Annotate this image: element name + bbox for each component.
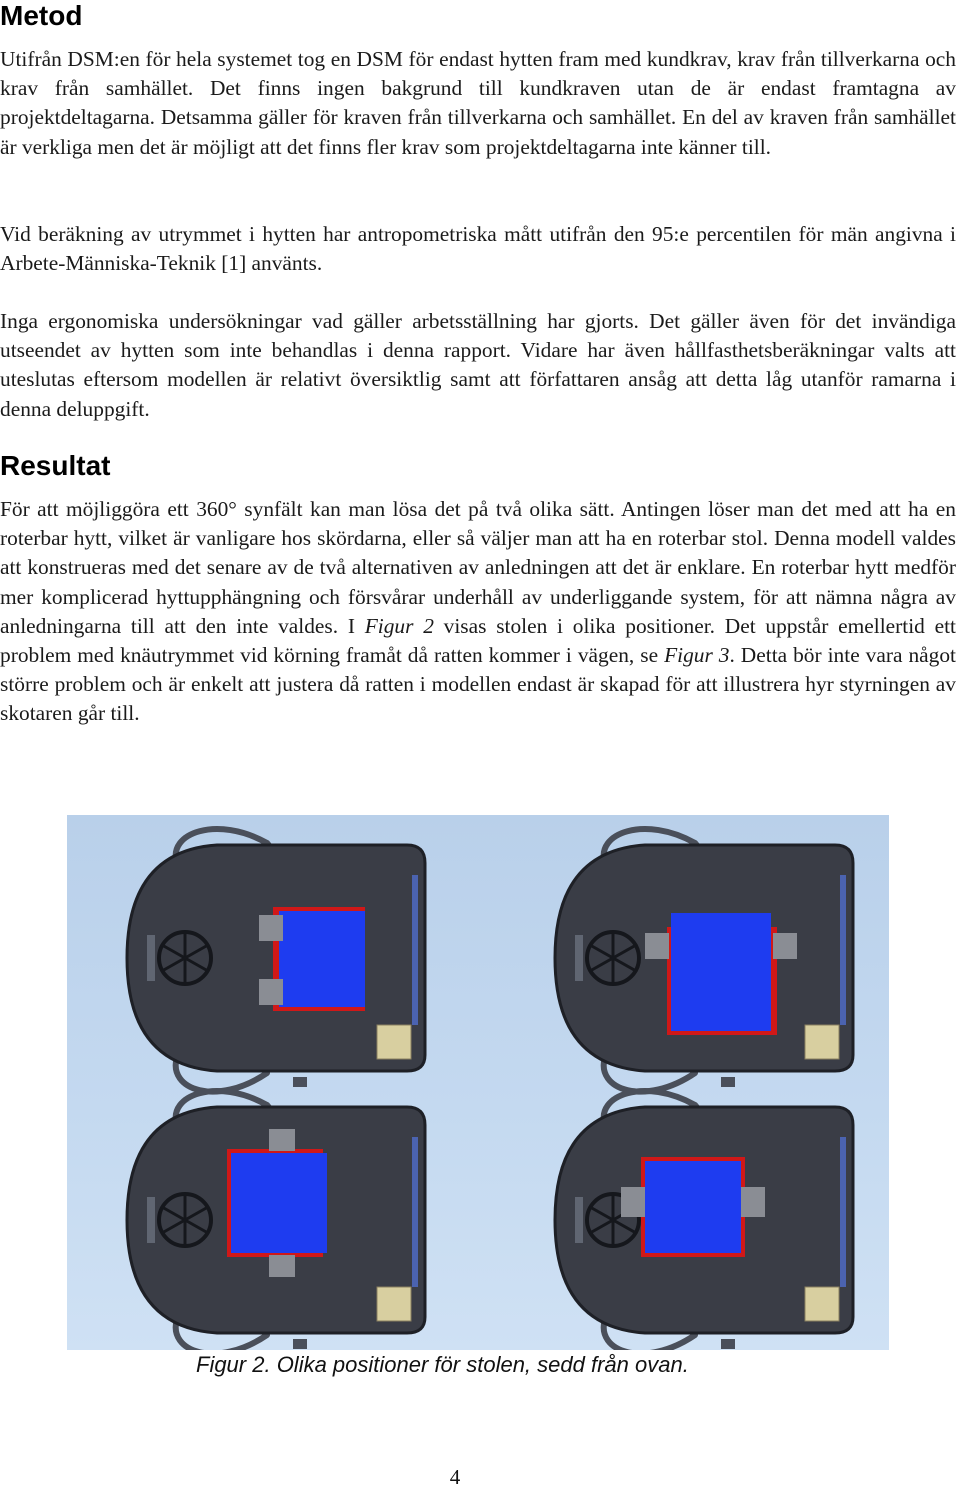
cab-view-top-left [127,829,425,1092]
metod-paragraph-1: Utifrån DSM:en för hela systemet tog en DSM för endast hytten fram med kundkrav, krav från tillverkarna och krav från samhället. Det finns ingen bakgrund till kundkraven utan de är endast framtagna av projektdeltagarna. Detsamma gäller för kraven från tillverkarna och samhället. En del av kraven från samhället är verkliga men det är möjligt att det finns fler krav som projektdeltagarna inte känner till. [0,47,956,159]
heading-resultat: Resultat [0,450,111,481]
page-number: 4 [449,1465,461,1489]
resultat-paragraph-1: För att möjliggöra ett 360° synfält kan man lösa det på två olika sätt. Antingen löser man det med att ha en roterbar hytt, vilket är vanligare hos skördarna, eller så väljer man att ha en roterbar stol. Denna modell valdes att konstrueras med det senare av de två alternativen av anledningen att det är enklare. En roterbar hytt medför mer komplicerad hyttupphängning och försvårar underhåll av underliggande system, för att nämna några av anledningarna till att den inte valdes. I Figur 2 visas stolen i olika positioner. Det uppstår emellertid ett problem med knäutrymmet vid körning framåt då ratten kommer i vägen, se Figur 3. Detta bör inte vara något större problem och är enkelt att justera då ratten i modellen endast är skapad för att illustrera hyr styrningen av skotaren går till. [0,497,956,726]
figure-2-caption: Figur 2. Olika positioner för stolen, sedd från ovan. [196,1352,689,1377]
figure-2-image [67,815,889,1350]
metod-paragraph-3: Inga ergonomiska undersökningar vad gäller arbetsställning har gjorts. Det gäller även för det invändiga utseendet av hytten som inte behandlas i denna rapport. Vidare har även hållfasthetsberäkningar valts att uteslutas eftersom modellen är relativt översiktlig samt att författaren ansåg att detta låg utanför ramarna i denna deluppgift. [0,309,956,421]
metod-paragraph-2: Vid beräkning av utrymmet i hytten har antropometriska mått utifrån den 95:e percentilen för män angivna i Arbete-Människa-Teknik [1] använts. [0,222,956,276]
cab-view-top-right [555,829,853,1092]
figure-3-reference: Figur 3 [664,643,730,668]
cab-view-bottom-right [555,1091,853,1350]
figure-2-reference: Figur 2 [364,613,434,638]
heading-metod: Metod [0,0,83,31]
cab-view-bottom-left [127,1091,425,1350]
